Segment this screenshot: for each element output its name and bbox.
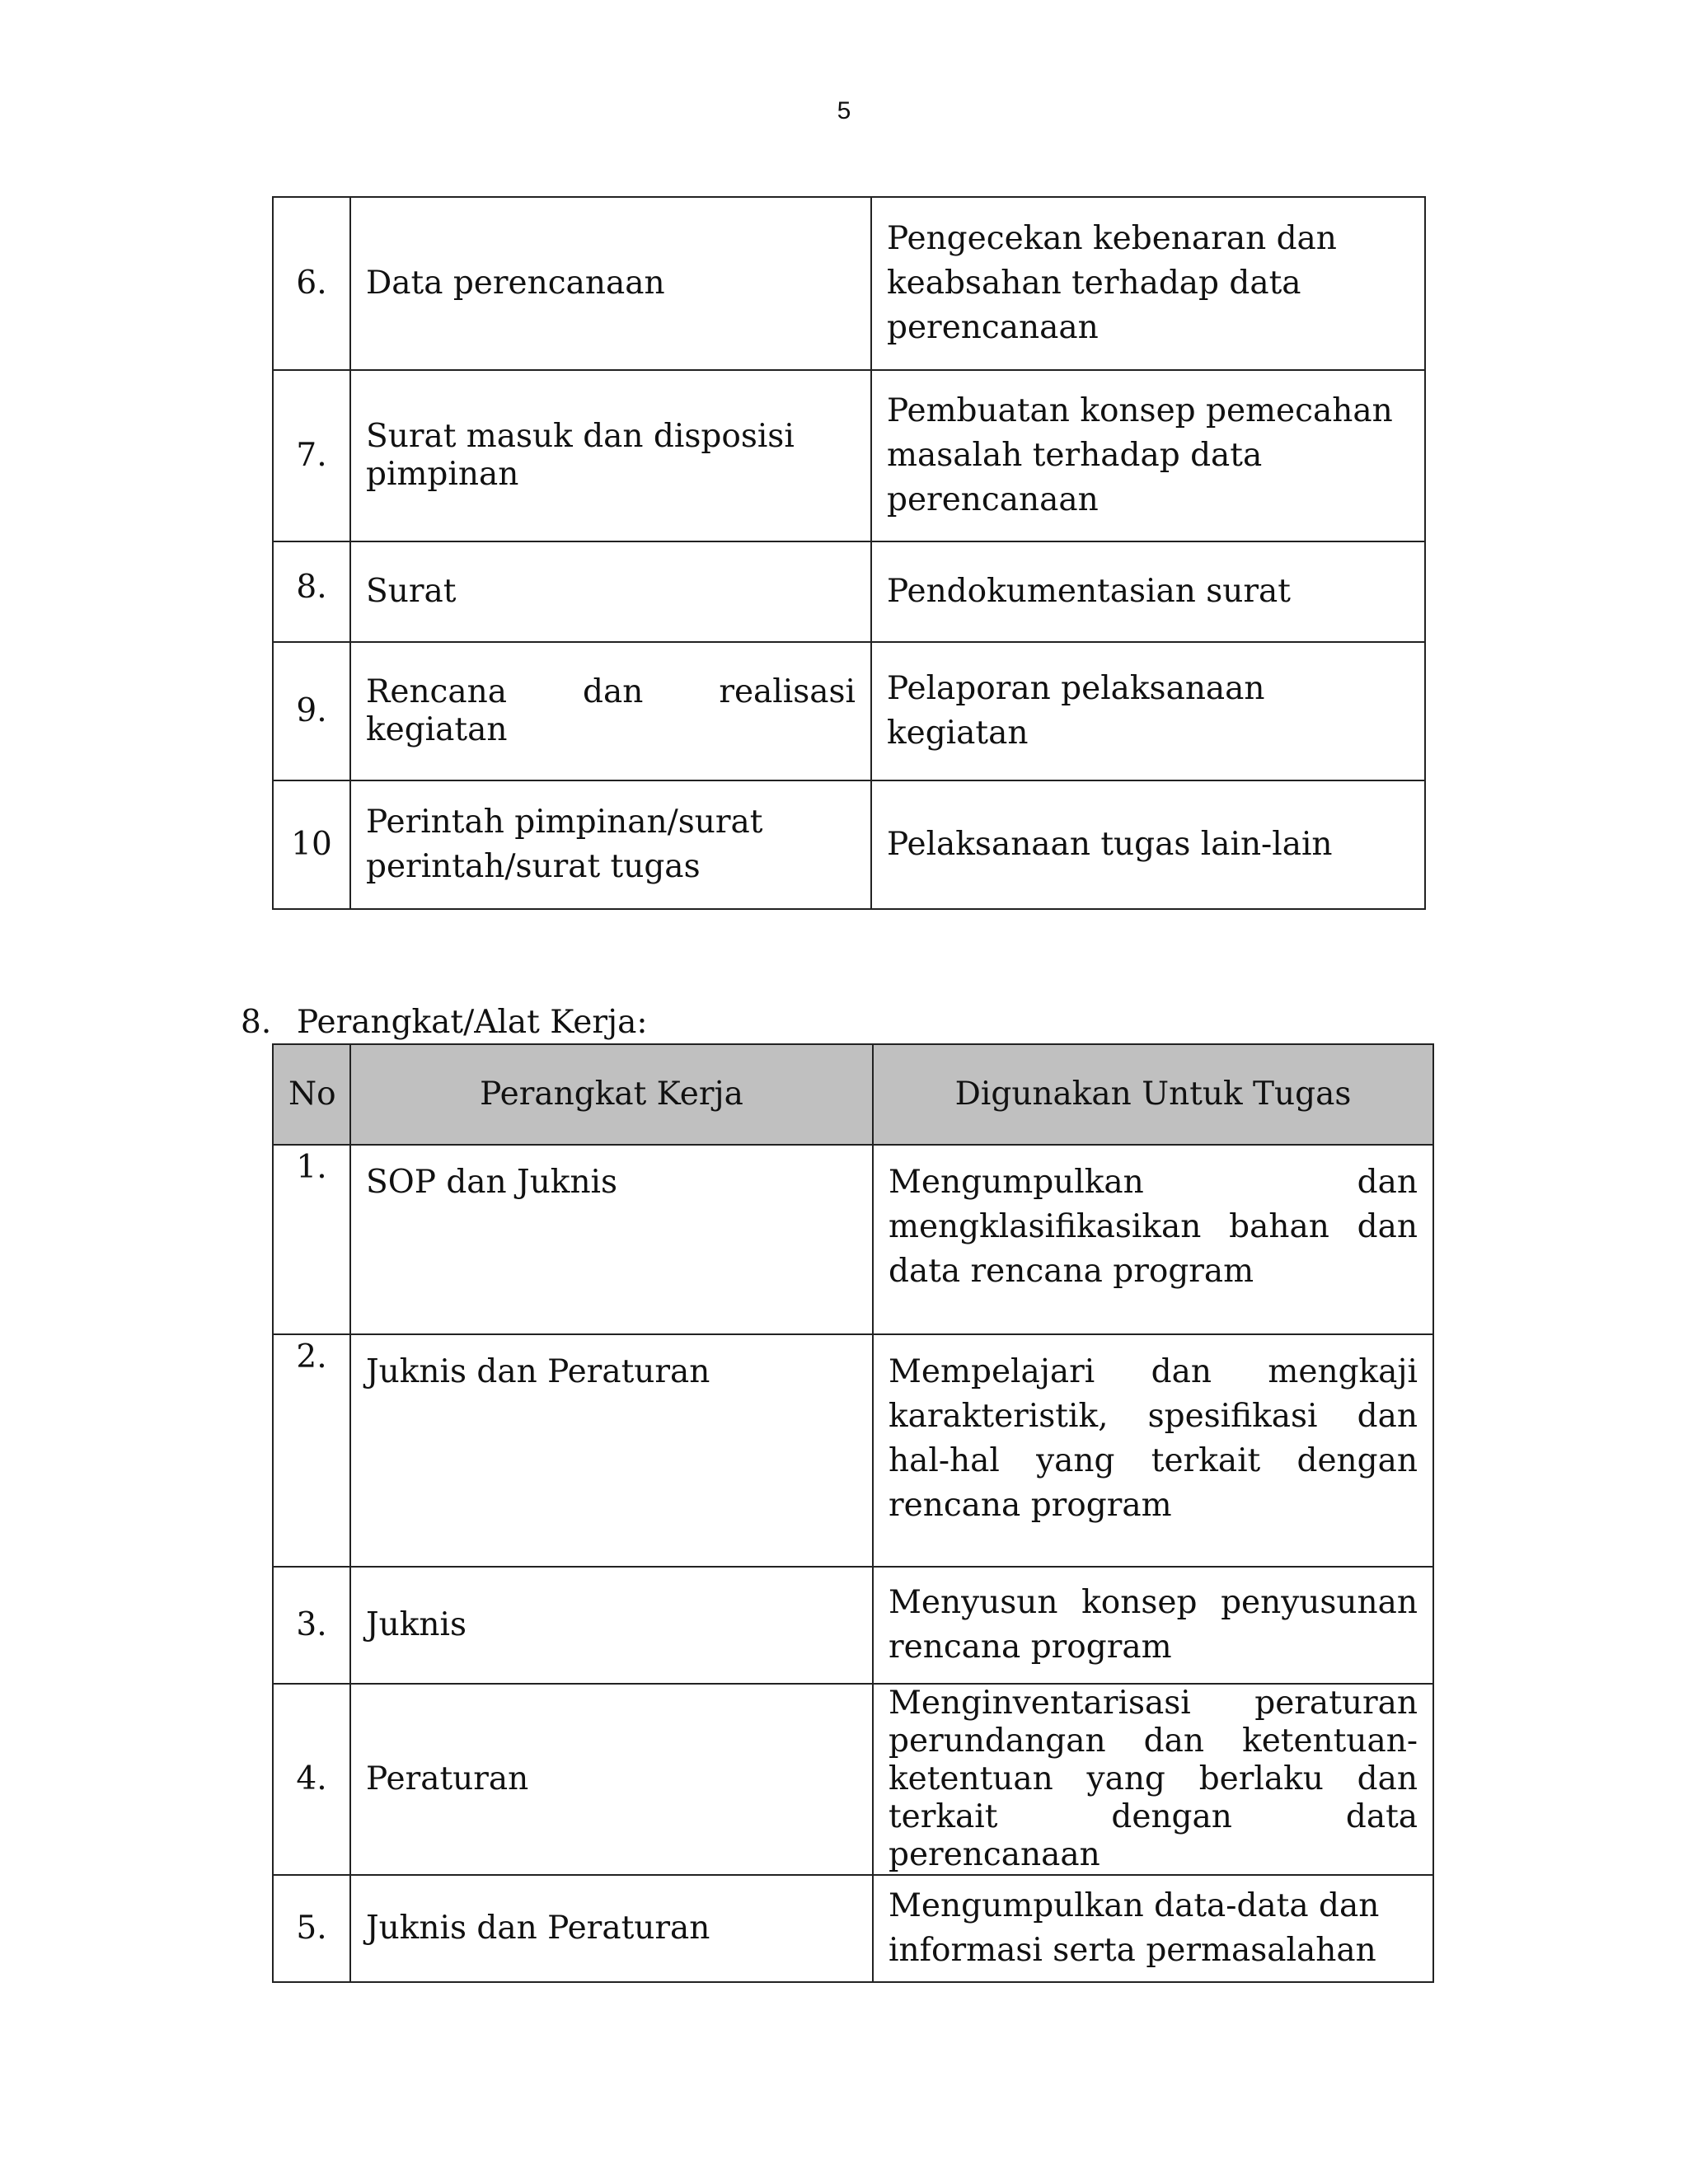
table-row [273,197,1425,370]
row-number: 4. [273,1684,350,1875]
page-number: 5 [837,97,851,124]
output-cell [871,197,1425,370]
use-line: rencana program [889,1629,1172,1666]
output-cell: Pelaksanaan tugas lain-lain [871,780,1425,909]
header-use: Digunakan Untuk Tugas [873,1044,1433,1145]
use-line: informasi serta permasalahan [889,1932,1376,1969]
output-line: Pembuatan konsep pemecahan [887,392,1393,429]
use-line: rencana program [889,1487,1172,1524]
table-header-row [273,1044,1433,1145]
output-cell [871,370,1425,541]
tool-cell: SOP dan Juknis [350,1145,873,1334]
output-cell: Pelaporan pelaksanaan kegiatan [871,642,1425,780]
output-line: perencanaan [887,481,1099,518]
use-line: terkait dengan data perencanaan [889,1798,1418,1873]
tool-cell: Juknis dan Peraturan [350,1334,873,1567]
row-number: 6. [273,197,350,370]
table-row [273,1334,1433,1567]
output-line: perencanaan [887,309,1099,346]
use-cell [873,1875,1433,1982]
use-line: karakteristik, spesifikasi dan [889,1398,1418,1435]
use-cell [873,1334,1433,1567]
table-row [273,642,1425,780]
use-line: data rencana program [889,1253,1254,1290]
input-line: pimpinan [366,456,519,493]
table-row [273,1684,1433,1875]
row-number: 1. [273,1145,350,1334]
row-number: 7. [273,370,350,541]
input-cell [350,370,871,541]
use-line: hal-hal yang terkait dengan [889,1442,1418,1479]
row-number: 5. [273,1875,350,1982]
use-line: ketentuan yang berlaku dan [889,1760,1418,1797]
input-cell: Surat [350,541,871,642]
table-row [273,1145,1433,1334]
use-line: mengklasifikasikan bahan dan [889,1208,1418,1245]
use-cell [873,1684,1433,1875]
row-number: 8. [273,541,350,642]
use-line: Menyusun konsep penyusunan [889,1584,1418,1621]
section-heading [241,1001,648,1045]
input-cell [350,642,871,780]
row-number: 3. [273,1567,350,1684]
tool-cell: Juknis dan Peraturan [350,1875,873,1982]
section-title: Perangkat/Alat Kerja: [297,1004,648,1041]
use-line: Menginventarisasi peraturan [889,1685,1418,1722]
table-row [273,370,1425,541]
input-line: Surat masuk dan disposisi [366,418,795,455]
continuation-table [272,196,1426,910]
use-line: Mengumpulkan dan [889,1164,1418,1201]
row-number: 10 [273,780,350,909]
output-line: keabsahan terhadap data [887,265,1301,302]
output-line: Pengecekan kebenaran dan [887,220,1337,257]
use-line: Mempelajari dan mengkaji [889,1353,1418,1390]
use-cell [873,1145,1433,1334]
output-cell: Pendokumentasian surat [871,541,1425,642]
input-cell [350,780,871,909]
header-no: No [273,1044,350,1145]
use-line: perundangan dan ketentuan- [889,1722,1418,1760]
output-line: masalah terhadap data [887,437,1263,474]
section-number: 8. [241,1004,272,1041]
input-line: Rencana dan realisasi [366,673,856,710]
header-tool: Perangkat Kerja [350,1044,873,1145]
row-number: 9. [273,642,350,780]
input-cell: Data perencanaan [350,197,871,370]
row-number: 2. [273,1334,350,1567]
table-row [273,1875,1433,1982]
use-line: Mengumpulkan data-data dan [889,1887,1380,1924]
table-row [273,1567,1433,1684]
tool-cell: Juknis [350,1567,873,1684]
tool-cell: Peraturan [350,1684,873,1875]
input-line: kegiatan [366,711,508,748]
table-row [273,541,1425,642]
table-row [273,780,1425,909]
tools-table [272,1043,1434,1983]
input-line: Perintah pimpinan/surat [366,804,763,841]
use-cell [873,1567,1433,1684]
input-line: perintah/surat tugas [366,848,701,885]
